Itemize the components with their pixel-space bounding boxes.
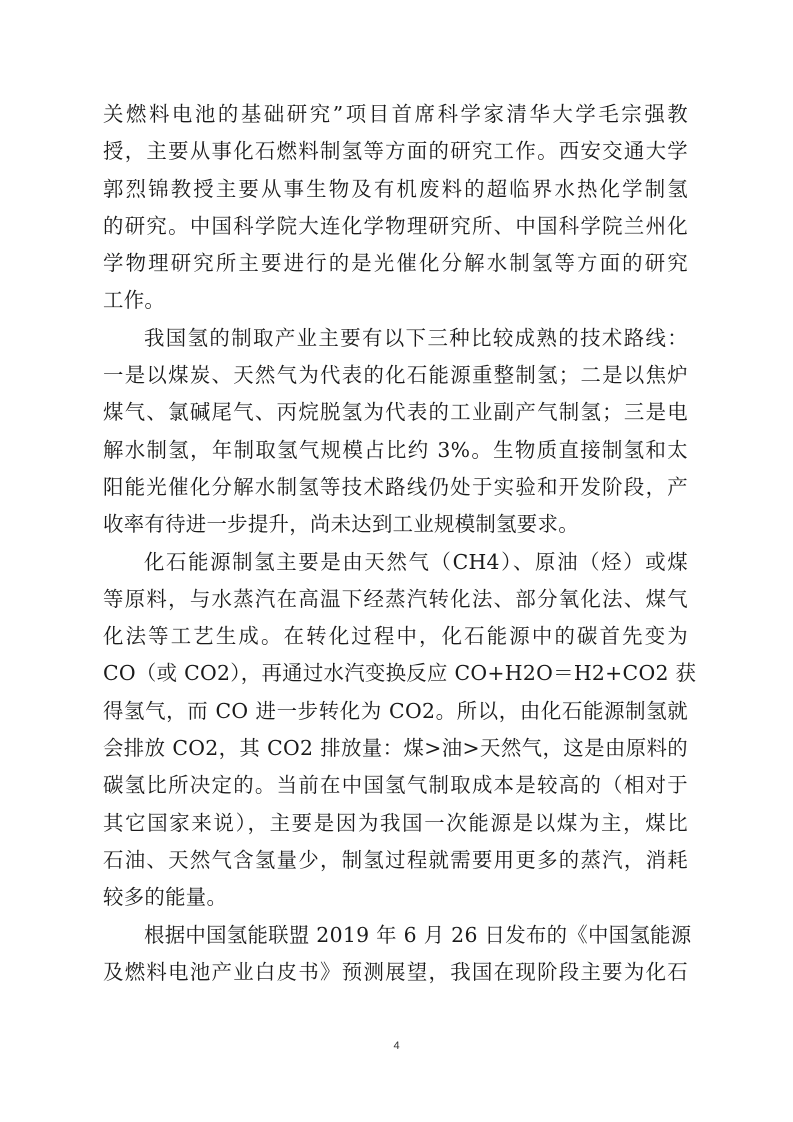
text-line: 煤气、氯碱尾气、丙烷脱氢为代表的工业副产气制氢；三是电	[103, 400, 688, 425]
text-line: 我国氢的制取产业主要有以下三种比较成熟的技术路线：	[144, 325, 688, 350]
text-line: 授，主要从事化石燃料制氢等方面的研究工作。西安交通大学	[103, 139, 688, 164]
text-line: 一是以煤炭、天然气为代表的化石能源重整制氢；二是以焦炉	[103, 363, 688, 388]
text-line: 关燃料电池的基础研究”项目首席科学家清华大学毛宗强教	[103, 102, 688, 126]
text-line: 会排放 CO2，其 CO2 排放量：煤>油>天然气，这是由原料的	[103, 736, 688, 761]
paragraph-2	[103, 320, 688, 544]
text-line: 其它国家来说），主要是因为我国一次能源是以煤为主，煤比	[103, 810, 688, 835]
text-line: 石油、天然气含氢量少，制氢过程就需要用更多的蒸汽，消耗	[103, 847, 688, 872]
text-line: 化法等工艺生成。在转化过程中，化石能源中的碳首先变为	[103, 624, 688, 649]
text-line: 及燃料电池产业白皮书》预测展望，我国在现阶段主要为化石	[103, 959, 688, 984]
paragraph-1	[103, 96, 688, 320]
text-line: 等原料，与水蒸汽在高温下经蒸汽转化法、部分氧化法、煤气	[103, 586, 688, 611]
text-line: CO（或 CO2），再通过水汽变换反应 CO+H2O＝H2+CO2 获	[103, 661, 697, 686]
body-text	[103, 96, 697, 991]
text-line: 解水制氢，年制取氢气规模占比约 3%。生物质直接制氢和太	[103, 437, 688, 462]
page-number: 4	[393, 1040, 400, 1052]
text-line: 学物理研究所主要进行的是光催化分解水制氢等方面的研究	[103, 251, 688, 276]
text-line: 收率有待进一步提升，尚未达到工业规模制氢要求。	[103, 512, 579, 537]
paragraph-4	[103, 917, 692, 992]
text-line: 化石能源制氢主要是由天然气（CH4）、原油（烃）或煤	[144, 549, 688, 574]
text-line: 的研究。中国科学院大连化学物理研究所、中国科学院兰州化	[103, 213, 688, 238]
text-line: 工作。	[103, 288, 166, 313]
text-line: 碳氢比所决定的。当前在中国氢气制取成本是较高的（相对于	[103, 773, 688, 798]
text-line: 郭烈锦教授主要从事生物及有机废料的超临界水热化学制氢	[103, 176, 688, 201]
paragraph-3	[103, 544, 697, 917]
text-line: 阳能光催化分解水制氢等技术路线仍处于实验和开发阶段，产	[103, 474, 688, 499]
text-line: 较多的能量。	[103, 885, 228, 910]
text-line: 根据中国氢能联盟 2019 年 6 月 26 日发布的《中国氢能源	[144, 922, 692, 947]
text-line: 得氢气，而 CO 进一步转化为 CO2。所以，由化石能源制氢就	[103, 698, 688, 723]
